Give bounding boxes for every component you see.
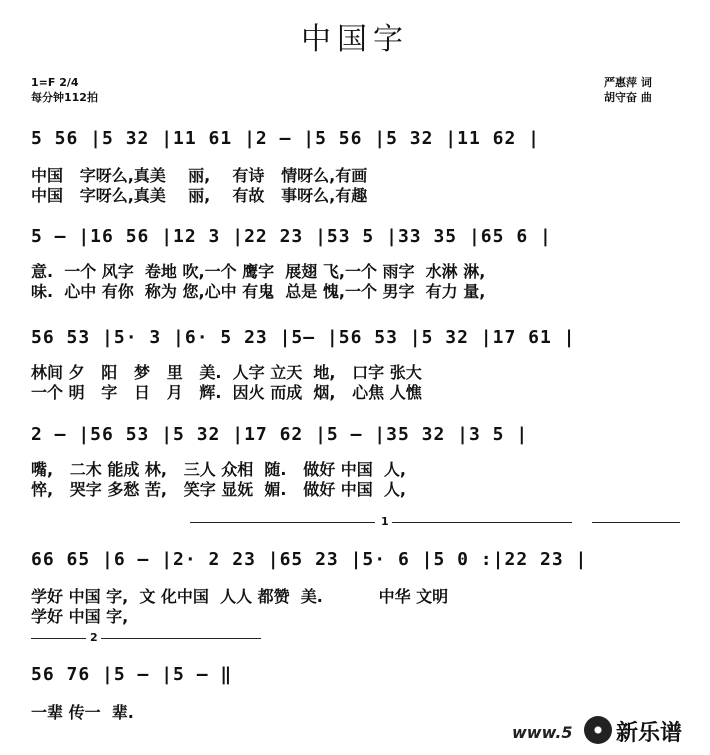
lyric-row-3-verse-2: 一个 明 字 日 月 辉. 因火 而成 烟, 心焦 人憔 (31, 383, 422, 402)
lyric-row-4-verse-1: 嘴, 二木 能成 林, 三人 众相 随. 做好 中国 人, (31, 460, 407, 479)
notation-row-5: 66 65 |6 — |2· 2 23 |65 23 |5· 6 |5 0 :|22 23 | (31, 549, 588, 570)
volta-2-line-top (592, 522, 680, 523)
lyric-row-2-verse-2: 味. 心中 有你 称为 您,心中 有鬼 总是 愧,一个 男字 有力 量, (31, 282, 486, 301)
tempo-marking: 每分钟112拍 (31, 91, 98, 104)
volta-2-label: 2 (90, 631, 98, 644)
volta-1-line-right (392, 522, 572, 523)
lyric-row-1-verse-2: 中国 字呀么,真美 丽, 有故 事呀么,有趣 (31, 186, 368, 205)
notation-row-2: 5 — |16 56 |12 3 |22 23 |53 5 |33 35 |65 6 | (31, 226, 552, 247)
lyricist-credit: 严惠萍 词 (604, 76, 652, 89)
volta-2-line-right (101, 638, 261, 639)
composer-credit: 胡守奋 曲 (604, 91, 652, 104)
volta-1-line-left (190, 522, 375, 523)
song-meta-left (31, 75, 98, 105)
lyric-row-6-verse-1: 一辈 传一 辈. (31, 703, 134, 722)
lyric-row-3-verse-1: 林间 夕 阳 梦 里 美. 人字 立天 地, 口字 张大 (31, 363, 422, 382)
record-disc-icon (584, 716, 612, 744)
lyric-row-1-verse-1: 中国 字呀么,真美 丽, 有诗 情呀么,有画 (31, 166, 368, 185)
volta-2-line-left (31, 638, 86, 639)
lyric-row-4-verse-2: 悴, 哭字 多愁 苦, 笑字 显妩 媚. 做好 中国 人, (31, 480, 407, 499)
site-watermark: www.5 (512, 723, 573, 742)
lyric-row-2-verse-1: 意. 一个 风字 卷地 吹,一个 鹰字 展翅 飞,一个 雨字 水淋 淋, (31, 262, 486, 281)
volta-1-label: 1 (381, 515, 389, 528)
notation-row-3: 56 53 |5· 3 |6· 5 23 |5— |56 53 |5 32 |17 61 | (31, 327, 576, 348)
notation-row-1: 5 56 |5 32 |11 61 |2 — |5 56 |5 32 |11 62 | (31, 128, 540, 149)
lyric-row-5-verse-2: 学好 中国 字, (31, 607, 129, 626)
key-signature: 1=F 2/4 (31, 76, 79, 89)
notation-row-4: 2 — |56 53 |5 32 |17 62 |5 — |35 32 |3 5 | (31, 424, 529, 445)
song-title: 中国字 (301, 22, 409, 57)
song-credits (604, 75, 652, 105)
notation-row-6: 56 76 |5 — |5 — ‖ (31, 664, 233, 685)
site-logo-text: 新乐谱 (616, 721, 683, 746)
lyric-row-5-verse-1: 学好 中国 字, 文 化中国 人人 都赞 美. 中华 文明 (31, 587, 449, 606)
